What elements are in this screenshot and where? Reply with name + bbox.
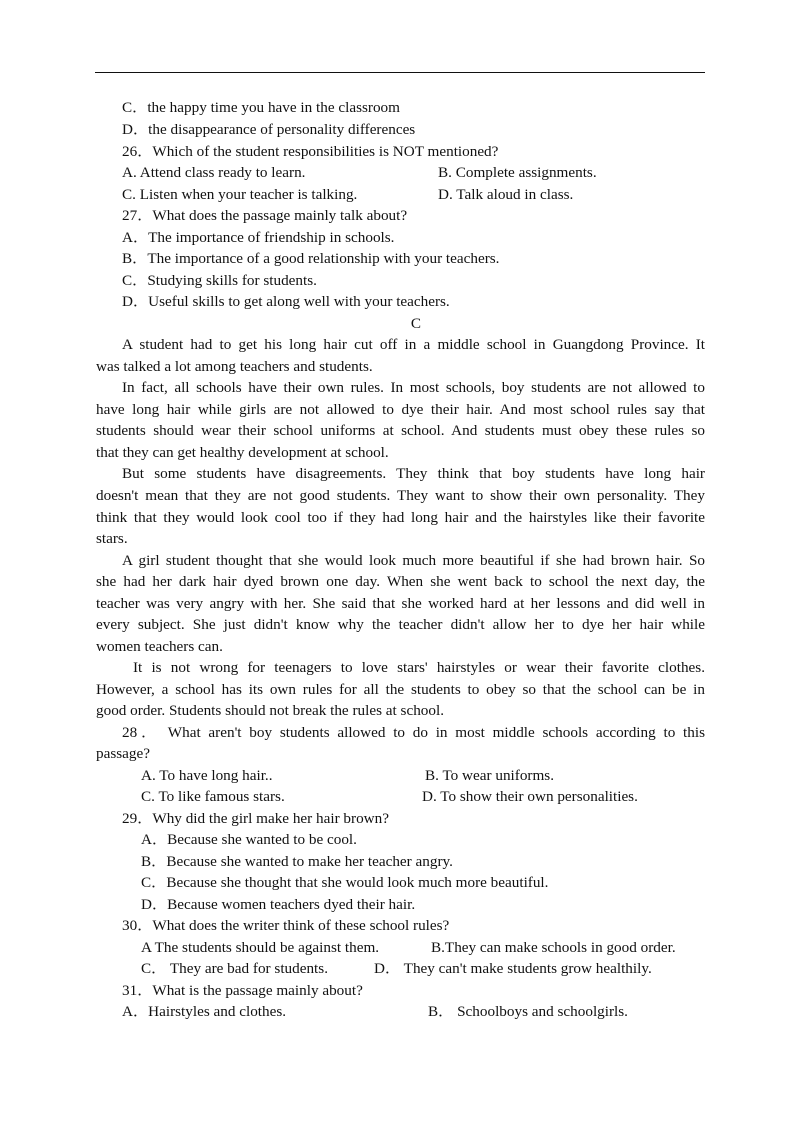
passage-p2-line-3: students should wear their school uniforms at school. And students must obey these rules so [96,422,705,439]
q29-option-b: B．Because she wanted to make her teacher angry. [141,853,453,870]
passage-p4-line-1: A girl student thought that she would look much more beautiful if she had brown hair. So [122,552,705,569]
q30-question: 30．What does the writer think of these school rules? [122,917,450,934]
q30-option-c: C． They are bad for students. [141,960,328,977]
q28-option-b: B. To wear uniforms. [425,767,554,784]
passage-p3-line-1: But some students have disagreements. They think that boy students have long hair [122,465,705,482]
q27-option-a: A．The importance of friendship in schools. [122,229,395,246]
q26-option-b: B. Complete assignments. [438,164,597,181]
passage-p5-line-1: It is not wrong for teenagers to love stars' hairstyles or wear their favorite clothes. [133,659,705,676]
passage-p2-line-1: In fact, all schools have their own rules. In most schools, boy students are not allowed to [122,379,705,396]
q31-option-a: A．Hairstyles and clothes. [122,1003,287,1020]
q29-question: 29．Why did the girl make her hair brown? [122,810,389,827]
q28-option-c: C. To like famous stars. [141,788,285,805]
passage-p3-line-3: think that they would look cool too if they had long hair and the hairstyles like their favorite [96,509,705,526]
q27-option-d: D．Useful skills to get along well with your teachers. [122,293,450,310]
passage-p4-line-2: she had her dark hair dyed brown one day. When she went back to school the next day, the [96,573,705,590]
passage-p4-line-5: women teachers can. [96,638,223,655]
passage-p5-line-3: good order. Students should not break the rules at school. [96,702,444,719]
passage-p1-line-1: A student had to get his long hair cut off in a middle school in Guangdong Province. It [122,336,705,353]
passage-p5-line-2: However, a school has its own rules for all the students to obey so that the school can be in [96,681,705,698]
q31-option-b: B． Schoolboys and schoolgirls. [428,1003,628,1020]
passage-p3-line-2: doesn't mean that they are not good students. They want to show their own personality. They [96,487,705,504]
q29-option-d: D．Because women teachers dyed their hair. [141,896,416,913]
q28-question-line-1: 28． What aren't boy students allowed to do in most middle schools according to this [122,724,705,741]
header-rule [95,72,705,73]
q27-option-c: C．Studying skills for students. [122,272,317,289]
section-label: C [410,315,422,332]
q26-option-c: C. Listen when your teacher is talking. [122,186,358,203]
passage-p3-line-4: stars. [96,530,128,547]
q26-option-a: A. Attend class ready to learn. [122,164,306,181]
passage-p4-line-4: every subject. She just didn't know why the teacher didn't allow her to dye her hair while [96,616,705,633]
q28-option-d: D. To show their own personalities. [422,788,638,805]
q30-option-d: D． They can't make students grow healthily. [374,960,652,977]
q30-option-a: A The students should be against them. [141,939,380,956]
q25-option-d: D．the disappearance of personality differences [122,121,416,138]
q27-question: 27．What does the passage mainly talk about? [122,207,408,224]
q28-question-line-2: passage? [96,745,150,762]
q30-option-b: B.They can make schools in good order. [431,939,676,956]
q26-option-d: D. Talk aloud in class. [438,186,574,203]
passage-p4-line-3: teacher was very angry with her. She said that she worked hard at her lessons and did well in [96,595,705,612]
q29-option-a: A．Because she wanted to be cool. [141,831,357,848]
q25-option-c: C．the happy time you have in the classroom [122,99,400,116]
q27-option-b: B．The importance of a good relationship with your teachers. [122,250,500,267]
q29-option-c: C．Because she thought that she would look much more beautiful. [141,874,549,891]
q28-option-a: A. To have long hair.. [141,767,273,784]
q31-question: 31．What is the passage mainly about? [122,982,363,999]
q26-question: 26．Which of the student responsibilities is NOT mentioned? [122,143,499,160]
passage-p2-line-4: that they can get healthy development at school. [96,444,389,461]
passage-p2-line-2: have long hair while girls are not allowed to dye their hair. And most school rules say that [96,401,705,418]
passage-p1-line-2: was talked a lot among teachers and students. [96,358,373,375]
